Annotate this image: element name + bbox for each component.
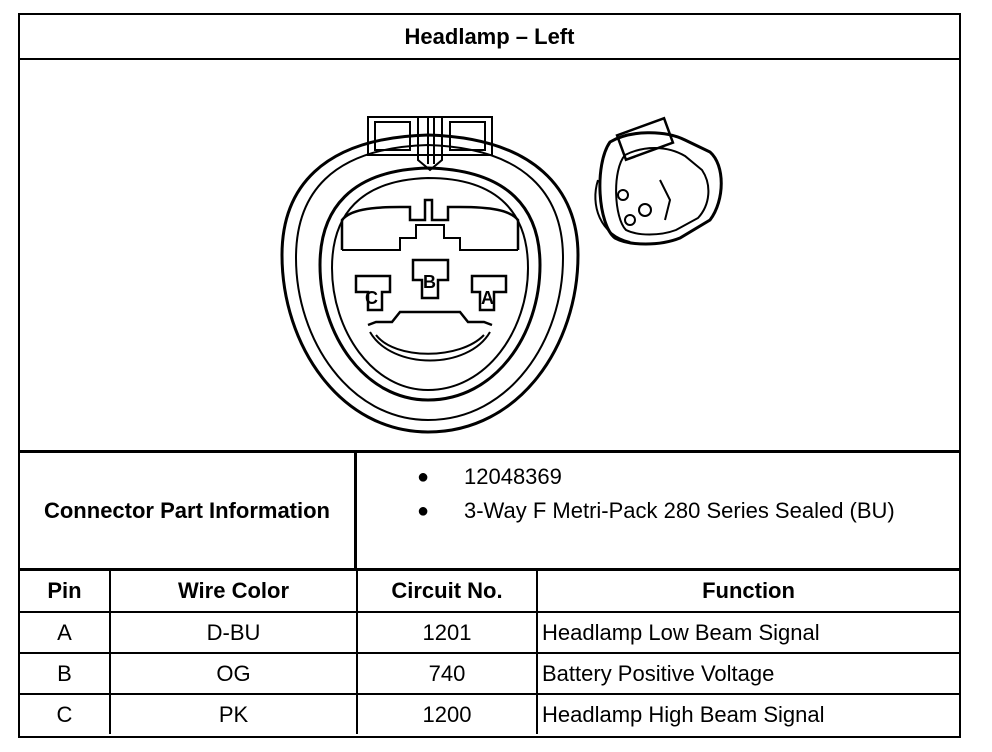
connector-part-info	[20, 453, 959, 571]
circuit-cell: 1200	[357, 694, 537, 734]
function-cell: Headlamp Low Beam Signal	[537, 612, 959, 653]
circuit-cell: 1201	[357, 612, 537, 653]
bullet-icon: ●	[417, 500, 430, 522]
connector-description-item	[357, 496, 959, 526]
circuit-cell: 740	[357, 653, 537, 694]
connector-illustration	[20, 60, 959, 453]
pin-table-header	[20, 571, 959, 612]
header-pin: Pin	[20, 571, 110, 612]
table-row	[20, 612, 959, 653]
function-cell: Battery Positive Voltage	[537, 653, 959, 694]
header-wire-color: Wire Color	[110, 571, 357, 612]
pin-cell: C	[20, 694, 110, 734]
pin-table	[20, 571, 959, 734]
pin-cell: B	[20, 653, 110, 694]
cavity-label-b: B	[423, 272, 436, 292]
wire-color-cell: D-BU	[110, 612, 357, 653]
connector-side-view	[595, 118, 721, 244]
connector-description: 3-Way F Metri-Pack 280 Series Sealed (BU)	[464, 498, 895, 523]
pin-cell: A	[20, 612, 110, 653]
part-number: 12048369	[464, 464, 562, 489]
connector-drawing	[20, 60, 959, 453]
part-number-item	[357, 462, 959, 492]
table-row	[20, 653, 959, 694]
bullet-icon: ●	[417, 466, 430, 488]
wire-color-cell: OG	[110, 653, 357, 694]
connector-title: Headlamp – Left	[20, 15, 959, 60]
connector-part-info-label: Connector Part Information	[20, 453, 357, 568]
cavity-label-c: C	[365, 288, 378, 308]
connector-sheet	[18, 13, 961, 738]
cavity-label-a: A	[481, 288, 494, 308]
wire-color-cell: PK	[110, 694, 357, 734]
connector-part-info-list	[357, 453, 959, 568]
table-row	[20, 694, 959, 734]
header-function: Function	[537, 571, 959, 612]
header-circuit-no: Circuit No.	[357, 571, 537, 612]
function-cell: Headlamp High Beam Signal	[537, 694, 959, 734]
